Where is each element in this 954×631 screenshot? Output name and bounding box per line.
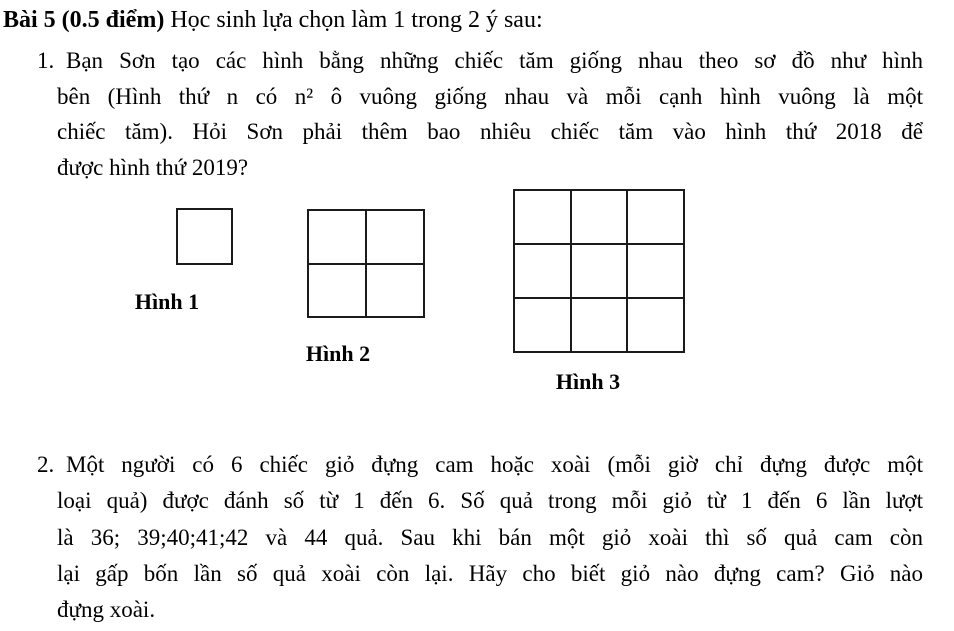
paragraph-line: chiếc tăm). Hỏi Sơn phải thêm bao nhiêu chiếc tăm vào hình thứ 2018 để [57, 119, 923, 144]
paragraph-line: lại gấp bốn lần số quả xoài còn lại. Hãy cho biết giỏ nào đựng cam? Giỏ nào [57, 560, 923, 586]
problem-number-bold: Bài 5 (0.5 điểm) [3, 7, 165, 33]
paragraph-line: Một người có 6 chiếc giỏ đựng cam hoặc xoài (mỗi giờ chỉ đựng được một [66, 452, 923, 477]
grid-cell [367, 211, 423, 263]
grid-cell [628, 191, 683, 243]
figure-1-label: Hình 1 [134, 289, 200, 314]
header-instruction: Học sinh lựa chọn làm 1 trong 2 ý sau: [164, 7, 543, 33]
grid-cell [572, 299, 627, 351]
paragraph-item-1 [57, 43, 923, 185]
figure-3-grid [513, 189, 685, 353]
figure-2-label: Hình 2 [305, 341, 371, 366]
grid-cell [309, 211, 365, 263]
grid-cell [309, 265, 365, 317]
grid-cell [572, 245, 627, 297]
list-number-1: 1. [37, 48, 55, 73]
grid-cell [515, 191, 570, 243]
grid-cell [628, 245, 683, 297]
paragraph-line: là 36; 39;40;41;42 và 44 quả. Sau khi bán một giỏ xoài thì số quả cam còn [57, 524, 923, 550]
grid-cell [572, 191, 627, 243]
paragraph-line: Bạn Sơn tạo các hình bằng những chiếc tăm giống nhau theo sơ đồ như hình [66, 48, 923, 73]
grid-cell [628, 299, 683, 351]
figure-2-grid [307, 209, 425, 318]
paragraph-line: loại quả) được đánh số từ 1 đến 6. Số quả trong mỗi giỏ từ 1 đến 6 lần lượt [57, 488, 923, 514]
paragraph-line: đựng xoài. [57, 597, 156, 623]
paragraph-item-2 [57, 447, 923, 628]
paragraph-line: bên (Hình thứ n có n² ô vuông giống nhau và mỗi cạnh hình vuông là một [57, 83, 923, 109]
grid-cell [515, 299, 570, 351]
figure-1-square [176, 208, 233, 265]
grid-cell [515, 245, 570, 297]
list-number-2: 2. [37, 452, 55, 477]
problem-header [3, 5, 543, 35]
grid-cell [367, 265, 423, 317]
paragraph-line: được hình thứ 2019? [57, 154, 249, 180]
figure-3-label: Hình 3 [555, 369, 621, 394]
